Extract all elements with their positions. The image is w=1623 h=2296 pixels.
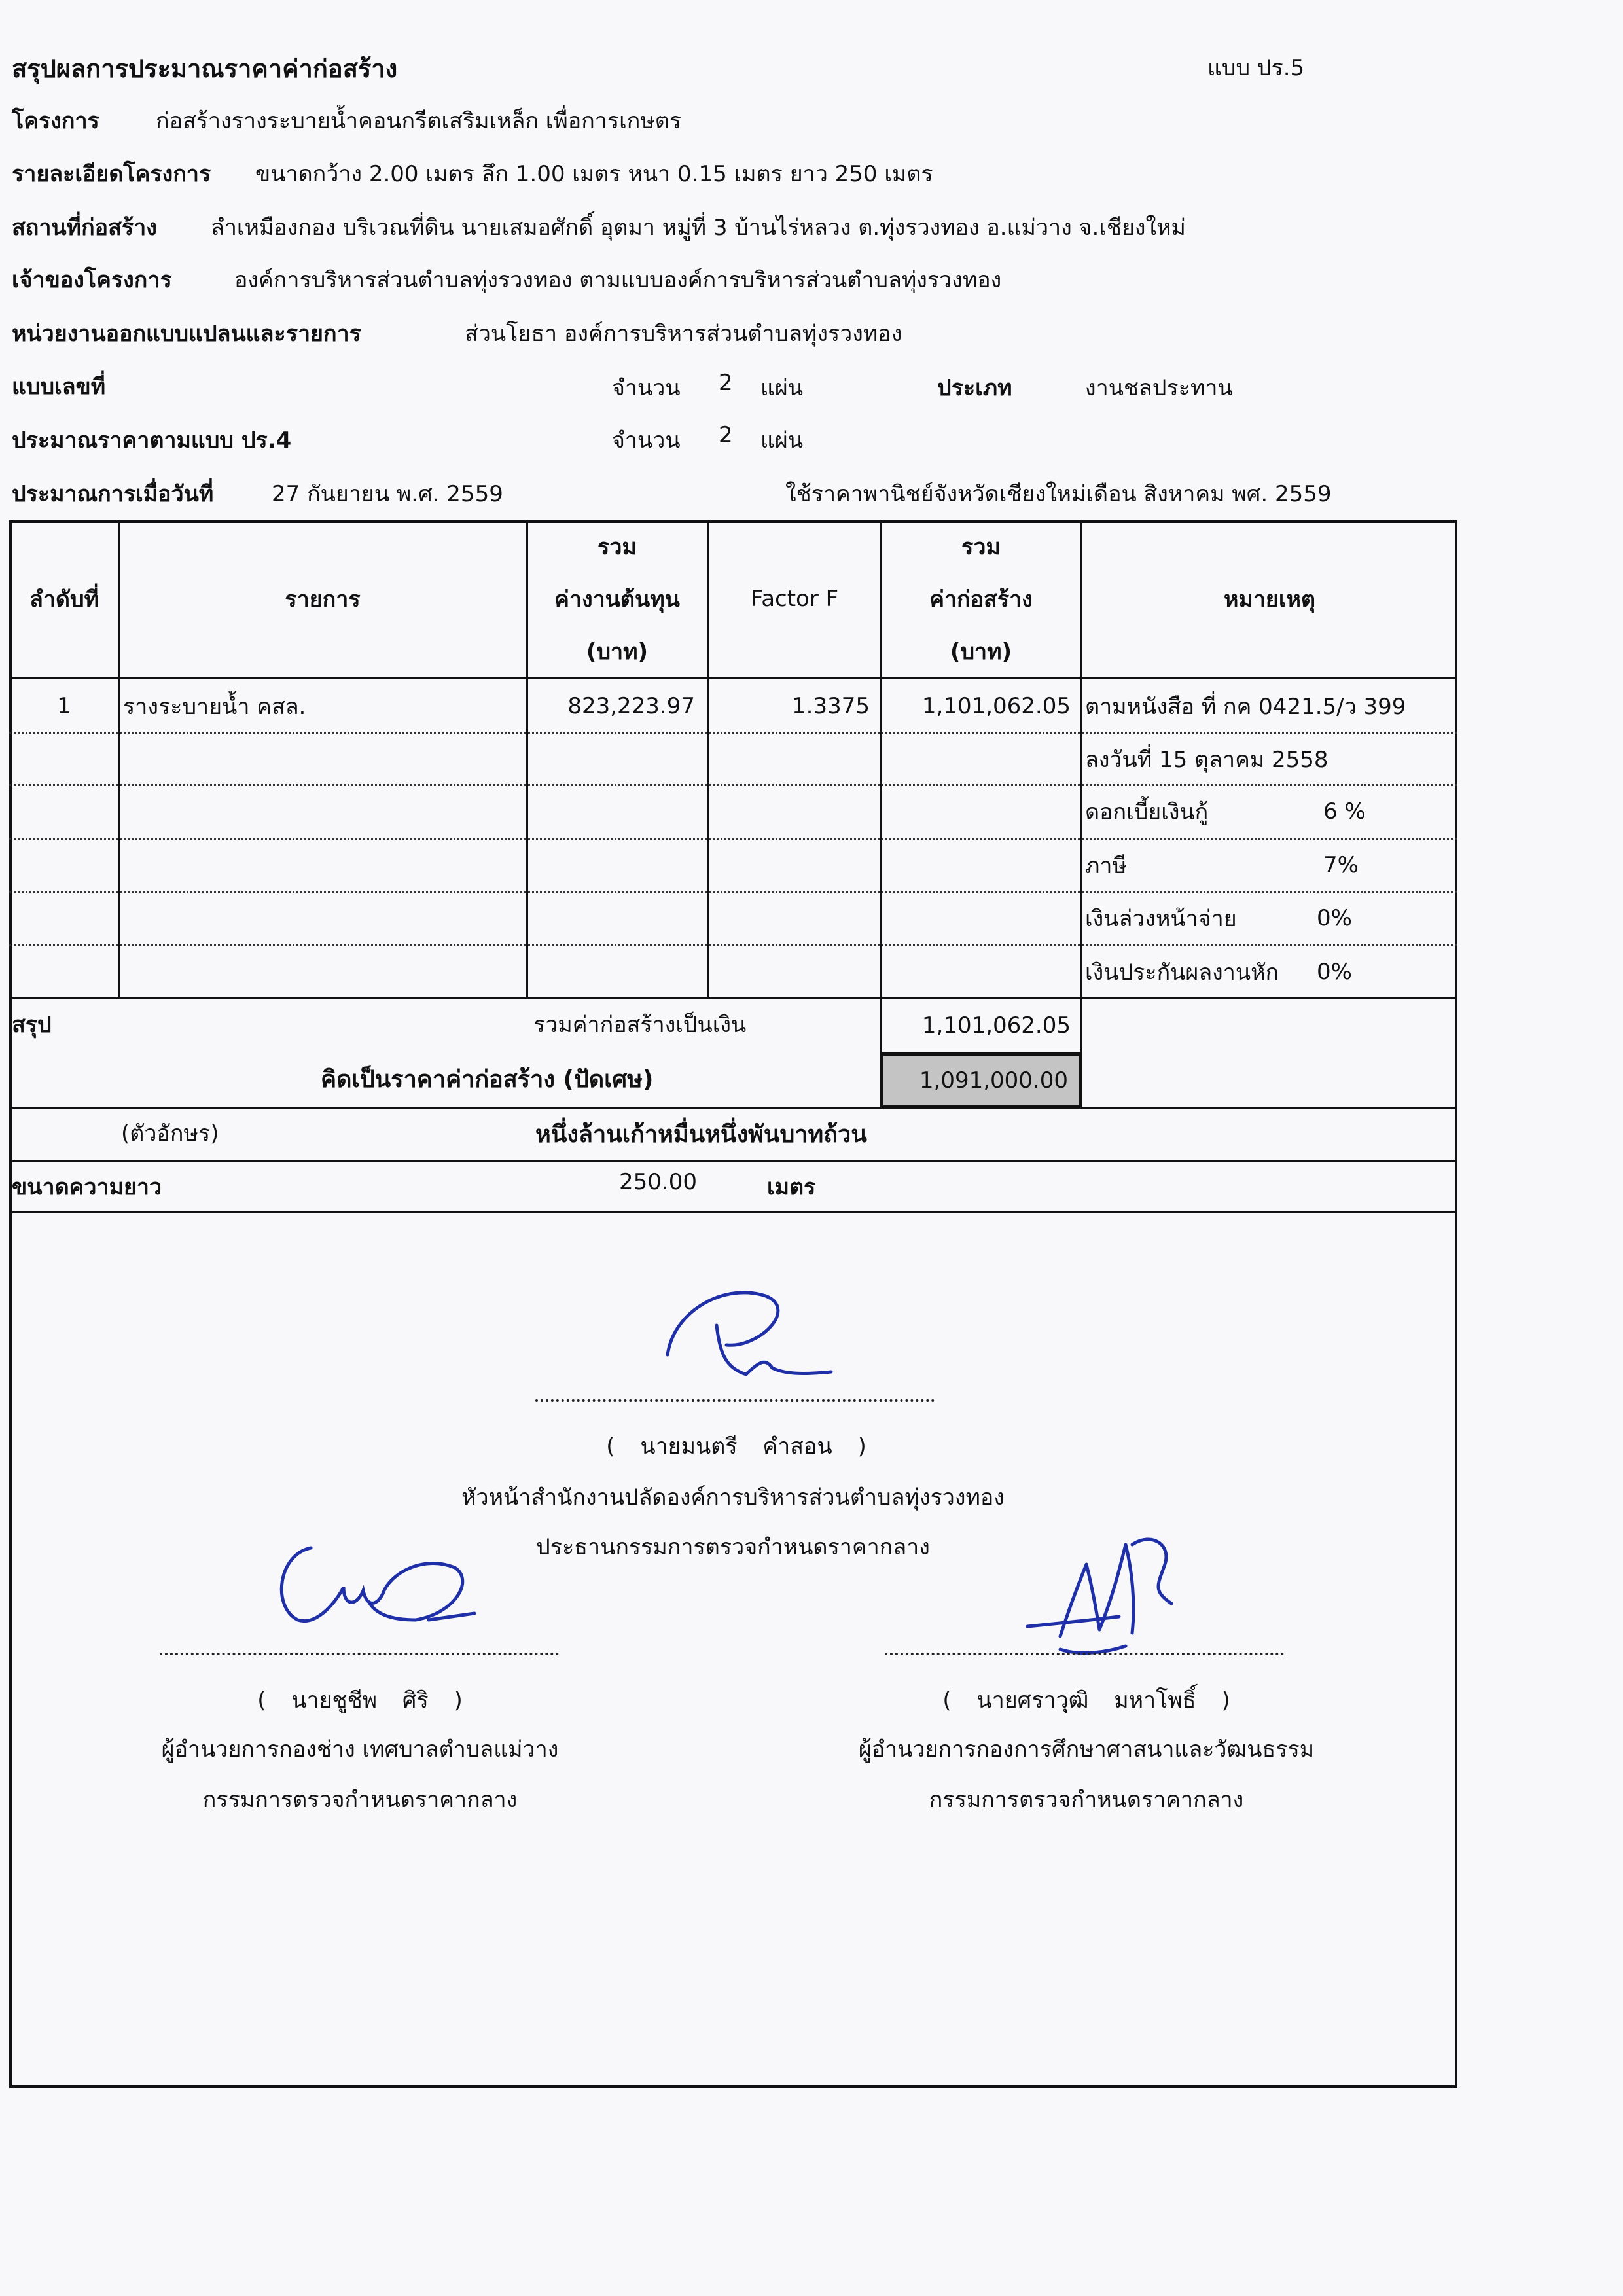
col-header-total-line2: ค่าก่อสร้าง bbox=[929, 586, 1033, 613]
length-unit: เมตร bbox=[767, 1174, 816, 1200]
remark-tax-label: ภาษี bbox=[1085, 853, 1127, 879]
owner-label: เจ้าของโครงการ bbox=[12, 267, 172, 293]
col-header-remark: หมายเหตุ bbox=[1224, 586, 1315, 613]
col-header-total-line3: (บาท) bbox=[950, 639, 1012, 665]
length-value: 250.00 bbox=[619, 1169, 697, 1195]
remark-reference: ตามหนังสือ ที่ กค 0421.5/ว 399 bbox=[1085, 694, 1406, 720]
remark-interest-label: ดอกเบี้ยเงินกู้ bbox=[1085, 799, 1209, 825]
signatory-right-role: กรรมการตรวจกำหนดราคากลาง bbox=[929, 1787, 1244, 1813]
summary-value: 1,101,062.05 bbox=[921, 1013, 1071, 1039]
price-reference: ใช้ราคาพานิชย์จังหวัดเชียงใหม่เดือน สิงหาคม พศ. 2559 bbox=[785, 481, 1332, 507]
rounded-value-box: 1,091,000.00 bbox=[882, 1054, 1080, 1107]
row1-item: รางระบายน้ำ คสล. bbox=[123, 694, 306, 720]
col-header-total-line1: รวม bbox=[961, 534, 1001, 560]
signatory-left-role: กรรมการตรวจกำหนดราคากลาง bbox=[202, 1787, 518, 1813]
words-divider bbox=[9, 1107, 1457, 1109]
row1-no: 1 bbox=[57, 693, 71, 719]
plan-count-unit: แผ่น bbox=[760, 375, 804, 401]
length-label: ขนาดความยาว bbox=[12, 1174, 162, 1200]
remark-guarantee-value: 0% bbox=[1317, 959, 1352, 985]
signature-area-divider bbox=[9, 1211, 1457, 1213]
remark-tax-value: 7% bbox=[1323, 852, 1359, 878]
rounded-label: คิดเป็นราคาค่าก่อสร้าง (ปัดเศษ) bbox=[321, 1066, 654, 1093]
remark-advance-value: 0% bbox=[1317, 905, 1352, 931]
document-title: สรุปผลการประมาณราคาค่าก่อสร้าง bbox=[12, 54, 398, 83]
signatory-top-role: ประธานกรรมการตรวจกำหนดราคากลาง bbox=[536, 1534, 930, 1560]
designer-value: ส่วนโยธา องค์การบริหารส่วนตำบลทุ่งรวงทอง bbox=[465, 321, 902, 347]
length-divider bbox=[9, 1160, 1457, 1162]
words-value: หนึ่งล้านเก้าหมื่นหนึ่งพันบาทถ้วน bbox=[535, 1121, 867, 1148]
plan-count-label: จำนวน bbox=[612, 375, 681, 401]
col-header-cost-line1: รวม bbox=[597, 534, 637, 560]
row1-cost: 823,223.97 bbox=[567, 693, 695, 719]
date-value: 27 กันยายน พ.ศ. 2559 bbox=[272, 481, 503, 507]
estimate-count-label: จำนวน bbox=[612, 427, 681, 454]
signature-line-left bbox=[160, 1653, 559, 1655]
signature-line-top bbox=[535, 1399, 935, 1402]
project-value: ก่อสร้างรางระบายน้ำคอนกรีตเสริมเหล็ก เพื่อการเกษตร bbox=[156, 108, 682, 134]
site-value: ลำเหมืองกอง บริเวณที่ดิน นายเสมอศักดิ์ อุตมา หมู่ที่ 3 บ้านไร่หลวง ต.ทุ่งรวงทอง อ.แม่วาง จ.เชียงใหม่ bbox=[211, 215, 1186, 241]
plan-count-value: 2 bbox=[719, 370, 733, 396]
signature-line-right bbox=[885, 1653, 1284, 1655]
summary-text: รวมค่าก่อสร้างเป็นเงิน bbox=[533, 1012, 747, 1038]
detail-value: ขนาดกว้าง 2.00 เมตร ลึก 1.00 เมตร หนา 0.15 เมตร ยาว 250 เมตร bbox=[255, 161, 933, 187]
project-label: โครงการ bbox=[12, 108, 99, 134]
form-code: แบบ ปร.5 bbox=[1207, 55, 1305, 81]
signatory-top-position: หัวหน้าสำนักงานปลัดองค์การบริหารส่วนตำบลทุ่งรวงทอง bbox=[461, 1484, 1005, 1511]
summary-label: สรุป bbox=[12, 1012, 52, 1038]
signatory-right-name: ( นายศราวุฒิ มหาโพธิ์ ) bbox=[942, 1687, 1230, 1713]
estimate-count-unit: แผ่น bbox=[760, 427, 804, 454]
col-header-cost-line2: ค่างานต้นทุน bbox=[554, 586, 680, 613]
type-label: ประเภท bbox=[937, 375, 1012, 401]
designer-label: หน่วยงานออกแบบแปลนและรายการ bbox=[12, 321, 361, 347]
detail-label: รายละเอียดโครงการ bbox=[12, 161, 211, 187]
row1-total: 1,101,062.05 bbox=[921, 693, 1071, 719]
remark-date: ลงวันที่ 15 ตุลาคม 2558 bbox=[1085, 747, 1329, 773]
signatory-left-position: ผู้อำนวยการกองช่าง เทศบาลตำบลแม่วาง bbox=[161, 1736, 559, 1763]
signatory-top-name: ( นายมนตรี คำสอน ) bbox=[606, 1433, 866, 1460]
col-header-factor: Factor F bbox=[750, 586, 839, 612]
remark-interest-value: 6 % bbox=[1323, 798, 1366, 825]
type-value: งานชลประทาน bbox=[1085, 375, 1233, 401]
col-header-cost-line3: (บาท) bbox=[586, 639, 649, 665]
signature-left bbox=[259, 1528, 481, 1640]
estimate-count-value: 2 bbox=[719, 422, 733, 448]
summary-divider bbox=[9, 997, 1457, 999]
remark-advance-label: เงินล่วงหน้าจ่าย bbox=[1085, 906, 1237, 932]
site-label: สถานที่ก่อสร้าง bbox=[12, 215, 157, 241]
signature-right bbox=[1021, 1518, 1191, 1669]
col-header-no: ลำดับที่ bbox=[29, 586, 99, 613]
signatory-left-name: ( นายชูชีพ ศิริ ) bbox=[257, 1687, 463, 1713]
row1-factor: 1.3375 bbox=[792, 693, 870, 719]
plan-no-label: แบบเลขที่ bbox=[12, 374, 106, 400]
estimate-label: ประมาณราคาตามแบบ ปร.4 bbox=[12, 427, 292, 454]
date-label: ประมาณการเมื่อวันที่ bbox=[12, 481, 214, 507]
signature-top bbox=[654, 1283, 851, 1394]
owner-value: องค์การบริหารส่วนตำบลทุ่งรวงทอง ตามแบบองค์การบริหารส่วนตำบลทุ่งรวงทอง bbox=[234, 267, 1002, 293]
signatory-right-position: ผู้อำนวยการกองการศึกษาศาสนาและวัฒนธรรม bbox=[858, 1736, 1315, 1763]
remark-guarantee-label: เงินประกันผลงานหัก bbox=[1085, 960, 1279, 986]
words-label: (ตัวอักษร) bbox=[121, 1121, 219, 1147]
col-header-item: รายการ bbox=[285, 586, 361, 613]
